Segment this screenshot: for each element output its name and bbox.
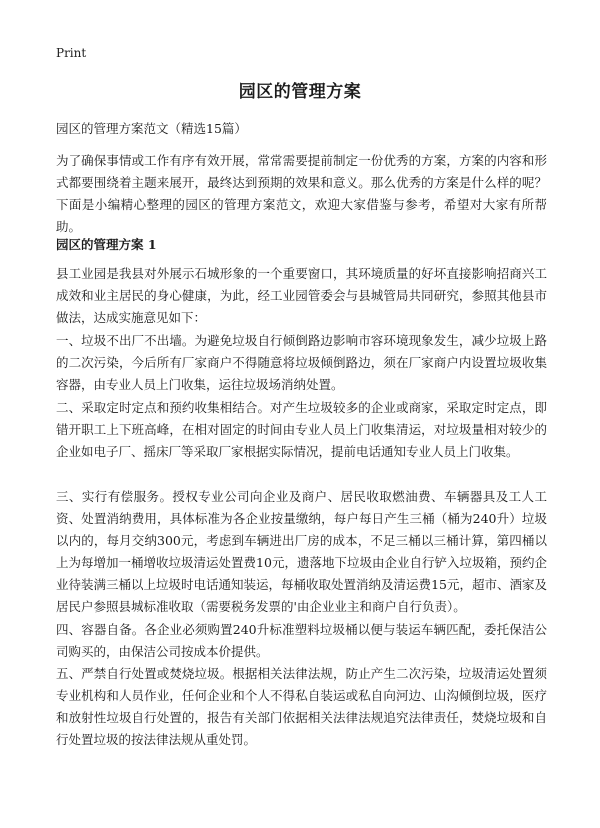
print-link[interactable]: Print	[56, 46, 87, 60]
section-heading: 园区的管理方案 1	[56, 237, 157, 252]
document-subtitle: 园区的管理方案范文（精选15篇）	[56, 121, 247, 136]
body-paragraph: 县工业园是我县对外展示石城形象的一个重要窗口，其环境质量的好坏直接影响招商兴工成效和业主居民的身心健康，为此，经工业园管委会与县城管局共同研究，参照其他县市做法，达成实施意见如下：	[56, 266, 547, 325]
body-paragraph: 三、实行有偿服务。授权专业公司向企业及商户、居民收取燃油费、车辆器具及工人工资、处置消纳费用，具体标准为各企业按量缴纳，每户每日产生三桶（桶为240升）垃圾以内的，每月交纳300元，考虑到车辆进出厂房的成本，不足三桶以三桶计算，第四桶以上为每增加一桶增收垃圾清运处置费10元，遗落地下垃圾由企业自行铲入垃圾箱，预约企业待装满三桶以上垃圾时电话通知装运，每桶收取处置消纳及清运费15元，超市、酒家及居民户参照县城标准收取（需要税务发票的'由企业业主和商户自行负责）。	[56, 489, 547, 614]
body-paragraph: 二、采取定时定点和预约收集相结合。对产生垃圾较多的企业或商家，采取定时定点，即错开职工上下班高峰，在相对固定的时间由专业人员上门收集清运，对垃圾量相对较少的企业如电子厂、摇床厂等采取厂家根据实际情况，提前电话通知专业人员上门收集。	[56, 400, 547, 459]
body-paragraph: 五、严禁自行处置或焚烧垃圾。根据相关法律法规，防止产生二次污染，垃圾清运处置须专业机构和人员作业，任何企业和个人不得私自装运或私自向河边、山沟倾倒垃圾，医疗和放射性垃圾自行处置的，报告有关部门依据相关法律法规追究法律责任，焚烧垃圾和自行处置垃圾的按法律法规从重处罚。	[56, 666, 547, 747]
page-title: 园区的管理方案	[238, 82, 362, 102]
body-paragraph: 四、容器自备。各企业必须购置240升标准塑料垃圾桶以便与装运车辆匹配，委托保洁公司购买的，由保洁公司按成本价提供。	[56, 622, 547, 659]
intro-paragraph: 为了确保事情或工作有序有效开展，常常需要提前制定一份优秀的方案，方案的内容和形式都要围绕着主题来展开，最终达到预期的效果和意义。那么优秀的方案是什么样的呢？下面是小编精心整理的园区的管理方案范文，欢迎大家借鉴与参考，希望对大家有所帮助。	[56, 153, 547, 234]
body-paragraph: 一、垃圾不出厂不出墙。为避免垃圾自行倾倒路边影响市容环境现象发生，减少垃圾上路的二次污染，今后所有厂家商户不得随意将垃圾倾倒路边，须在厂家商户内设置垃圾收集容器，由专业人员上门收集，运往垃圾场消纳处置。	[56, 333, 547, 392]
